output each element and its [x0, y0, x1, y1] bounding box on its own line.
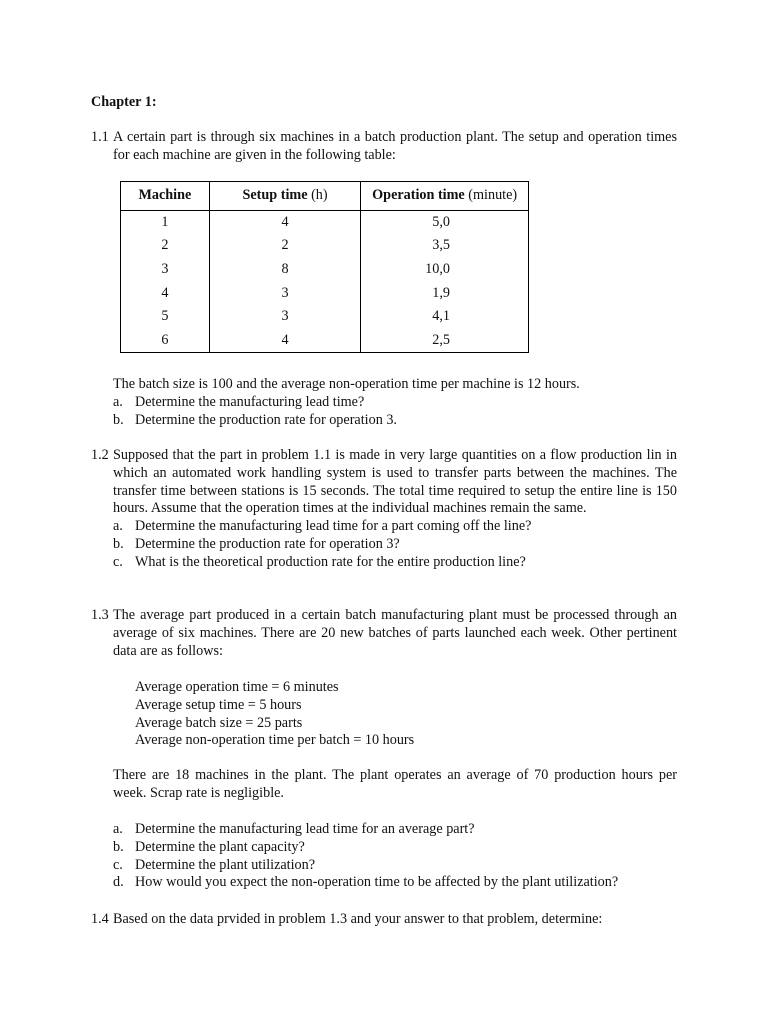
list-item — [113, 394, 677, 412]
question-marker: c. — [113, 553, 123, 570]
machine-times-table — [120, 181, 529, 353]
list-item — [113, 821, 677, 839]
header-operation-time: Operation time (minute) — [361, 182, 529, 211]
cell-operation: 5,0 — [361, 211, 529, 235]
cell-setup: 2 — [209, 234, 360, 258]
problem-1-3-after-text: There are 18 machines in the plant. The plant operates an average of 70 production hours per week. Scrap rate is negligible. — [113, 767, 677, 801]
problem-1-2-statement — [91, 447, 677, 518]
cell-machine: 6 — [121, 329, 210, 353]
cell-operation: 10,0 — [361, 258, 529, 282]
table-header-row — [121, 182, 529, 211]
problem-1-1-statement — [91, 129, 677, 165]
cell-operation: 1,9 — [361, 282, 529, 306]
list-item — [113, 874, 677, 892]
table-row — [121, 282, 529, 306]
problem-text: The average part produced in a certain batch manufacturing plant must be processed through an average of six machines. There are 20 new batches of parts launched each week. Other pertinent data are as follows: — [113, 607, 677, 659]
data-line: Average operation time = 6 minutes — [135, 679, 339, 695]
question-marker: b. — [113, 411, 124, 428]
cell-setup: 8 — [209, 258, 360, 282]
question-marker: a. — [113, 393, 123, 410]
question-marker: a. — [113, 518, 123, 535]
problem-1-1-continued — [91, 376, 677, 429]
pertinent-data-list — [91, 679, 677, 750]
list-item — [113, 412, 677, 430]
problem-1-3-questions-block — [91, 821, 677, 892]
problem-1-2 — [91, 447, 677, 572]
cell-machine: 5 — [121, 305, 210, 329]
problem-1-3-after — [91, 767, 677, 803]
problem-1-1-questions — [91, 394, 677, 430]
question-marker: c. — [113, 856, 123, 873]
list-item — [113, 857, 677, 875]
cell-machine: 2 — [121, 234, 210, 258]
problem-text: Based on the data prvided in problem 1.3 and your answer to that problem, determine: — [113, 911, 603, 927]
question-marker: a. — [113, 821, 123, 837]
problem-1-3-statement — [91, 607, 677, 660]
problem-number: 1.4 — [91, 911, 109, 927]
question-marker: b. — [113, 838, 124, 855]
problem-1-4 — [91, 911, 677, 929]
problem-1-3-data — [91, 679, 677, 750]
header-machine: Machine — [121, 182, 210, 211]
data-line: Average setup time = 5 hours — [135, 696, 302, 713]
cell-setup: 4 — [209, 329, 360, 353]
question-text: Determine the production rate for operation 3? — [135, 535, 400, 552]
cell-machine: 1 — [121, 211, 210, 235]
problem-text: Supposed that the part in problem 1.1 is made in very large quantities on a flow production lin in which an automated work handling system is used to transfer parts between the machines. The transfer time between stations is 15 seconds. The total time required to setup the entire line is 150 hours. Assume that the operation times at the individual machines remain the same. — [113, 447, 677, 517]
data-line: Average non-operation time per batch = 10 hours — [135, 732, 415, 749]
list-item — [113, 518, 677, 536]
question-text: Determine the production rate for operation 3. — [135, 411, 397, 428]
question-marker: d. — [113, 874, 124, 891]
question-text: Determine the manufacturing lead time? — [135, 393, 365, 410]
problem-1-1-after-text: The batch size is 100 and the average non-operation time per machine is 12 hours. — [113, 376, 580, 392]
problem-number: 1.2 — [91, 447, 109, 463]
list-item — [113, 839, 677, 857]
question-text: Determine the plant capacity? — [135, 838, 305, 855]
cell-operation: 2,5 — [361, 329, 529, 353]
table-row — [121, 234, 529, 258]
cell-setup: 3 — [209, 282, 360, 306]
problem-1-4-statement — [91, 911, 677, 929]
chapter-title: Chapter 1: — [91, 94, 157, 110]
cell-operation: 3,5 — [361, 234, 529, 258]
table-row — [121, 305, 529, 329]
cell-setup: 3 — [209, 305, 360, 329]
problem-1-3 — [91, 607, 677, 660]
cell-setup: 4 — [209, 211, 360, 235]
question-text: Determine the plant utilization? — [135, 856, 316, 873]
question-text: How would you expect the non-operation time to be affected by the plant utilization? — [135, 874, 619, 891]
problem-1-1 — [91, 129, 677, 165]
cell-machine: 3 — [121, 258, 210, 282]
table-row — [121, 258, 529, 282]
list-item — [113, 536, 677, 554]
table-row — [121, 211, 529, 235]
table-row — [121, 329, 529, 353]
question-text: What is the theoretical production rate for the entire production line? — [135, 553, 526, 570]
problem-number: 1.3 — [91, 607, 109, 623]
header-setup-time: Setup time (h) — [209, 182, 360, 211]
list-item — [113, 554, 677, 572]
question-text: Determine the manufacturing lead time for an average part? — [135, 821, 475, 837]
question-text: Determine the manufacturing lead time for a part coming off the line? — [135, 518, 532, 535]
problem-number: 1.1 — [91, 129, 109, 145]
cell-operation: 4,1 — [361, 305, 529, 329]
cell-machine: 4 — [121, 282, 210, 306]
problem-text: A certain part is through six machines in a batch production plant. The setup and operation times for each machine are given in the following table: — [113, 129, 677, 163]
question-marker: b. — [113, 535, 124, 552]
data-line: Average batch size = 25 parts — [135, 714, 303, 731]
problem-1-2-questions — [91, 518, 677, 571]
problem-1-3-questions — [91, 821, 677, 892]
